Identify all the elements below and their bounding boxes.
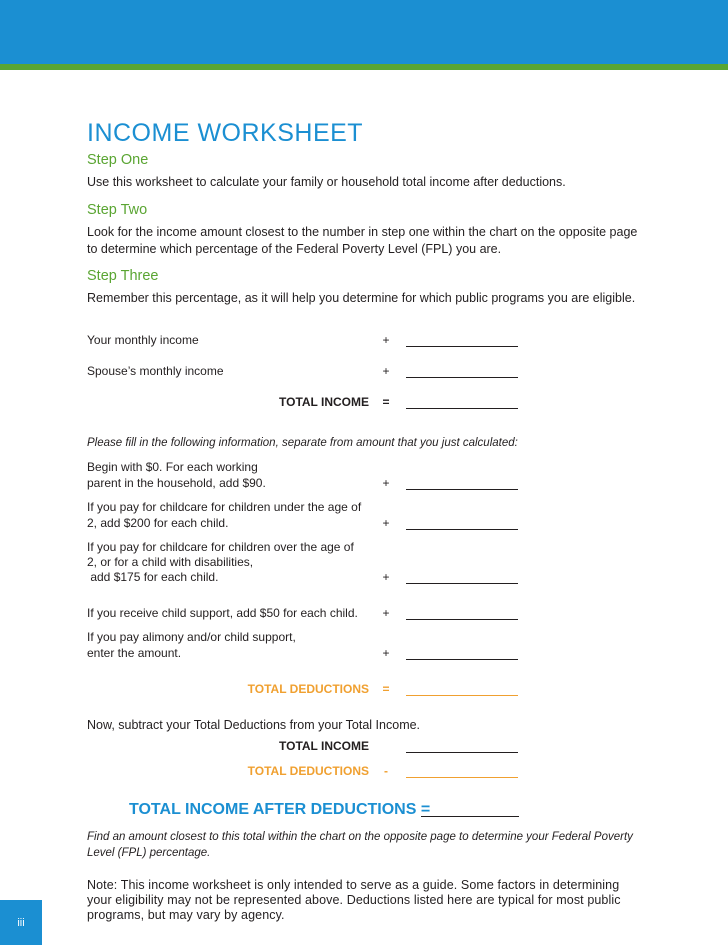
total-deductions-field[interactable] [406, 695, 518, 696]
alimony-label: If you pay alimony and/or child support, enter the amount. [87, 630, 296, 660]
child-support-receive-label: If you receive child support, add $50 for each child. [87, 606, 358, 620]
plus-sign: + [382, 364, 390, 378]
plus-sign: + [382, 570, 390, 584]
total-after-deductions-label: TOTAL INCOME AFTER DEDUCTIONS = [129, 801, 431, 818]
subtract-total-deductions-label: TOTAL DEDUCTIONS [247, 764, 369, 778]
minus-sign: - [384, 764, 388, 778]
equals-sign: = [382, 682, 390, 696]
alimony-field[interactable] [406, 659, 518, 660]
subtract-total-income-label: TOTAL INCOME [279, 739, 369, 753]
guide-note: Note: This income worksheet is only intended to serve as a guide. Some factors in determining your eligibility may not be represented above. Deductions listed here are typical for most public programs, but may vary by agency. [87, 878, 621, 922]
childcare-under-label: If you pay for childcare for children under the age of 2, add $200 for each child. [87, 500, 362, 530]
total-income-label: TOTAL INCOME [279, 395, 369, 409]
plus-sign: + [382, 476, 390, 490]
total-income-field[interactable] [406, 408, 518, 409]
spouse-income-label: Spouse’s monthly income [87, 364, 224, 378]
step-three-heading: Step Three [87, 268, 159, 284]
childcare-over-line-2: 2, or for a child with disabilities, [87, 555, 254, 569]
equals-sign: = [382, 395, 390, 409]
step-one-heading: Step One [87, 152, 149, 168]
working-parent-label: Begin with $0. For each working parent in the household, add $90. [87, 460, 266, 490]
plus-sign: + [382, 333, 390, 347]
header-bar [0, 0, 728, 64]
plus-sign: + [382, 516, 390, 530]
step-two-text: Look for the income amount closest to the number in step one within the chart on the opposite page to determine which percentage of the Federal Poverty Level (FPL) you are. [87, 225, 638, 256]
total-deductions-label: TOTAL DEDUCTIONS [247, 682, 369, 696]
childcare-over-field[interactable] [406, 583, 518, 584]
page-title: INCOME WORKSHEET [87, 119, 364, 147]
plus-sign: + [382, 606, 390, 620]
step-three-text: Remember this percentage, as it will help you determine for which public programs you are eligible. [87, 291, 636, 305]
working-parent-field[interactable] [406, 489, 518, 490]
spouse-income-field[interactable] [406, 377, 518, 378]
subtract-total-income-field[interactable] [406, 752, 518, 753]
step-one-text: Use this worksheet to calculate your family or household total income after deductions. [87, 175, 566, 189]
find-instruction: Find an amount closest to this total within the chart on the opposite page to determine your Federal Poverty Level (FPL) percentage. [87, 831, 633, 859]
subtract-instruction: Now, subtract your Total Deductions from your Total Income. [87, 718, 421, 732]
plus-sign: + [382, 646, 390, 660]
info-instruction: Please fill in the following information, separate from amount that you just calculated: [87, 437, 518, 449]
child-support-receive-field[interactable] [406, 619, 518, 620]
your-income-label: Your monthly income [87, 333, 199, 347]
page-number: iii [17, 917, 25, 929]
childcare-under-field[interactable] [406, 529, 518, 530]
your-income-field[interactable] [406, 346, 518, 347]
header-accent-line [0, 64, 728, 70]
total-after-deductions-field[interactable] [421, 816, 519, 817]
step-two-heading: Step Two [87, 202, 148, 218]
childcare-over-line-1: If you pay for childcare for children over the age of [87, 540, 354, 554]
childcare-over-line-3: add $175 for each child. [87, 570, 219, 584]
subtract-total-deductions-field[interactable] [406, 777, 518, 778]
